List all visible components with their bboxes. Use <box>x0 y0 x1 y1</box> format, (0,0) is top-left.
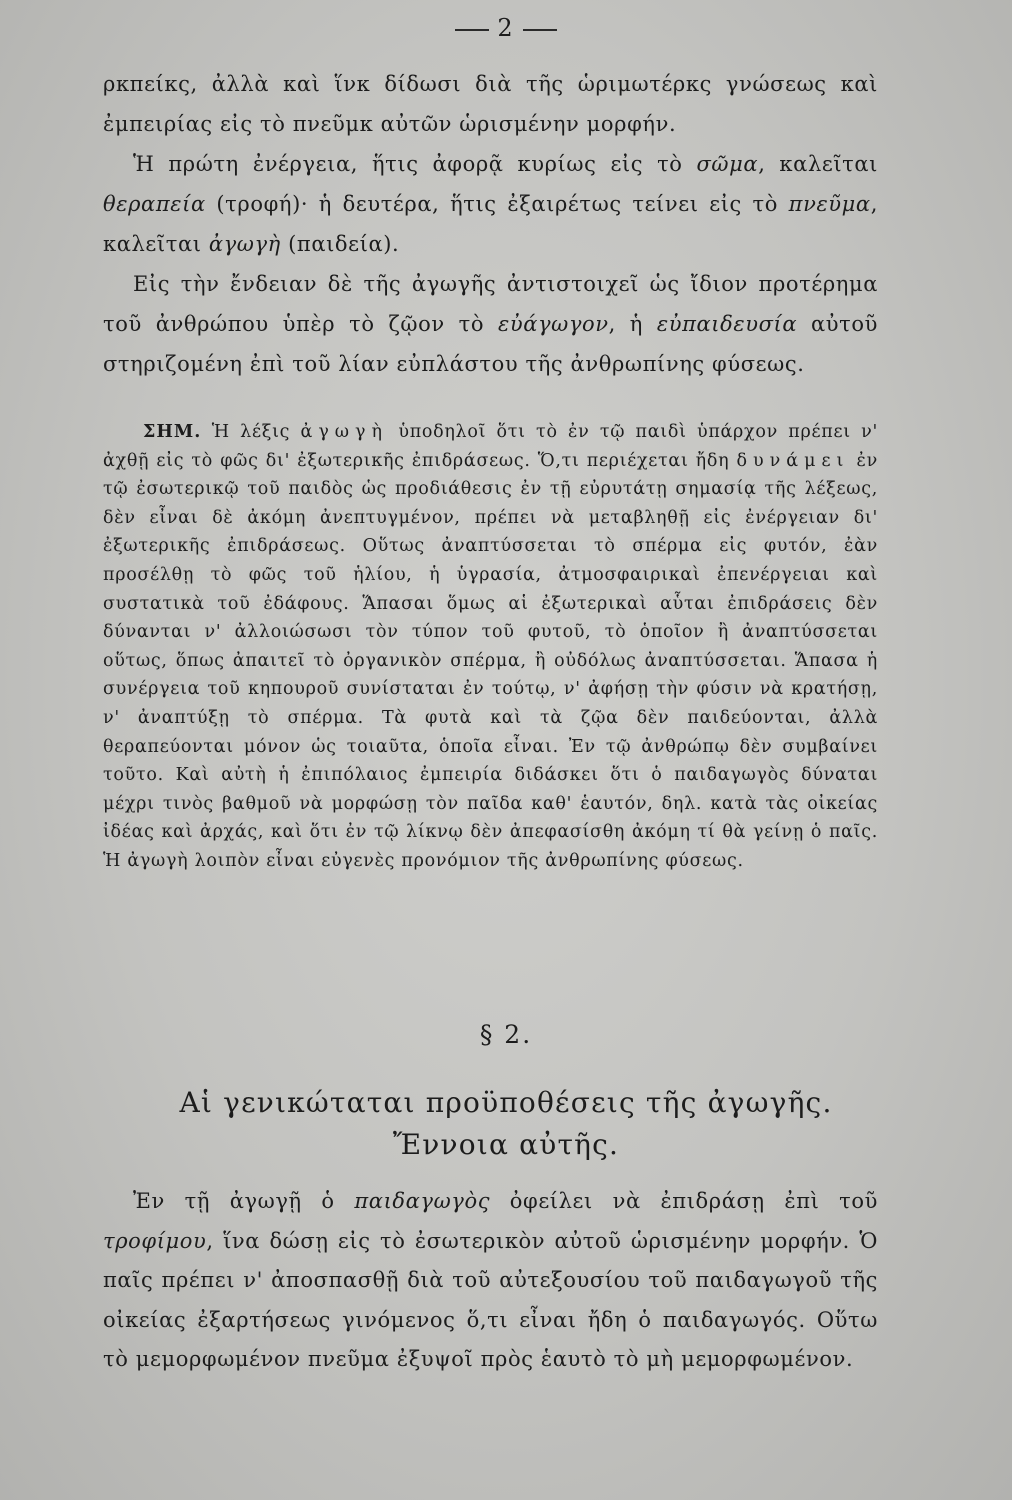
paragraph-1: ρκπείκς, ἀλλὰ καὶ ἵνκ δίδωσι διὰ τῆς ὡριμωτέρκς γνώσεως καὶ ἐμπειρίας εἰς τὸ πνεῦμκ αὐτῶν ὡρισμένην μορφήν. <box>103 72 878 136</box>
paragraph-3: Εἰς τὴν ἔνδειαν δὲ τῆς ἀγωγῆς ἀντιστοιχεῖ ὡς ἴδιον προτέρημα τοῦ ἀνθρώπου ὑπὲρ τὸ ζῷον τὸ εὐάγωγον, ἡ εὐπαιδευσία αὐτοῦ στηριζομένη ἐπὶ τοῦ λίαν εὐπλάστου τῆς ἀνθρωπίνης φύσεως. <box>103 272 878 376</box>
note-label: ΣΗΜ. <box>143 422 202 442</box>
page-number-header <box>0 14 1012 42</box>
section-title-line-1: Αἱ γενικώταται προϋποθέσεις τῆς ἀγωγῆς. <box>179 1086 833 1119</box>
dash-left <box>455 29 489 31</box>
paragraph-2: Ἡ πρώτη ἐνέργεια, ἥτις ἀφορᾷ κυρίως εἰς τὸ σῶμα, καλεῖται θεραπεία (τροφή)· ἡ δευτέρα, ἥτις ἐξαιρέτως τείνει εἰς τὸ πνεῦμα, καλεῖται ἀγωγὴ (παιδεία). <box>103 152 878 256</box>
section-text <box>103 1182 878 1380</box>
dash-right <box>523 29 557 31</box>
section-title <box>0 1082 1012 1166</box>
page-number: 2 <box>497 14 515 42</box>
note-paragraph: ΣΗΜ. Ἡ λέξις ἀγωγὴ ὑποδηλοῖ ὅτι τὸ ἐν τῷ παιδὶ ὑπάρχον πρέπει ν' ἀχθῇ εἰς τὸ φῶς δι' ἐξωτερικῆς ἐπιδράσεως. Ὅ,τι περιέχεται ἤδη δυνάμει ἐν τῷ ἐσωτερικῷ τοῦ παιδὸς ὡς προδιάθεσις ἐν τῇ εὐρυτάτῃ σημασίᾳ τῆς λέξεως, δὲν εἶναι δὲ ἀκόμη ἀνεπτυγμένον, πρέπει νὰ μεταβληθῇ εἰς ἐνέργειαν δι' ἐξωτερικῆς ἐπιδράσεως. Οὕτως ἀναπτύσσεται τὸ σπέρμα εἰς φυτόν, ἐὰν προσέλθῃ τὸ φῶς τοῦ ἡλίου, ἡ ὑγρασία, ἀτμοσφαιρικαὶ ἐπενέργειαι καὶ συστατικὰ τοῦ ἐδάφους. Ἅπασαι ὅμως αἱ ἐξωτερικαὶ αὗται ἐπιδράσεις δὲν δύνανται ν' ἀλλοιώσωσι τὸν τύπον τοῦ φυτοῦ, τὸ ὁποῖον ἢ ἀναπτύσσεται οὕτως, ὅπως ἀπαιτεῖ τὸ ὀργανικὸν σπέρμα, ἢ οὐδόλως ἀναπτύσσεται. Ἅπασα ἡ συνέργεια τοῦ κηπουροῦ συνίσταται ἐν τούτῳ, ν' ἀφήσῃ τὴν φύσιν νὰ κρατήσῃ, ν' ἀναπτύξῃ τὸ σπέρμα. Τὰ φυτὰ καὶ τὰ ζῷα δὲν παιδεύονται, ἀλλὰ θεραπεύονται μόνον ὡς τοιαῦτα, ὁποῖα εἶναι. Ἐν τῷ ἀνθρώπῳ δὲν συμβαίνει τοῦτο. Καὶ αὐτὴ ἡ ἐπιπόλαιος ἐμπειρία διδάσκει ὅτι ὁ παιδαγωγὸς δύναται μέχρι τινὸς βαθμοῦ νὰ μορφώσῃ τὸν παῖδα καθ' ἑαυτόν, δηλ. κατὰ τὰς οἰκείας ἰδέας καὶ ἀρχάς, καὶ ὅτι ἐν τῷ λίκνῳ δὲν ἀπεφασίσθη ἀκόμη τί θὰ γείνῃ ὁ παῖς. Ἡ ἀγωγὴ λοιπὸν εἶναι εὐγενὲς προνόμιον τῆς ἀνθρωπίνης φύσεως. <box>103 422 878 871</box>
section-title-line-2: Ἔννοια αὐτῆς. <box>392 1128 620 1161</box>
section-paragraph: Ἐν τῇ ἀγωγῇ ὁ παιδαγωγὸς ὀφείλει νὰ ἐπιδράσῃ ἐπὶ τοῦ τροφίμου, ἵνα δώσῃ εἰς τὸ ἐσωτερικὸν αὐτοῦ ὡρισμένην μορφήν. Ὁ παῖς πρέπει ν' ἀποσπασθῇ διὰ τοῦ αὐτεξουσίου τοῦ παιδαγωγοῦ τῆς οἰκείας ἐξαρτήσεως γινόμενος ὅ,τι εἶναι ἤδη ὁ παιδαγωγός. Οὕτω τὸ μεμορφωμένον πνεῦμα ἐξυψοῖ πρὸς ἑαυτὸ τὸ μὴ μεμορφωμένον. <box>103 1189 878 1372</box>
section-mark: § 2. <box>479 1020 533 1049</box>
note-block <box>103 418 878 876</box>
main-text <box>103 64 878 384</box>
